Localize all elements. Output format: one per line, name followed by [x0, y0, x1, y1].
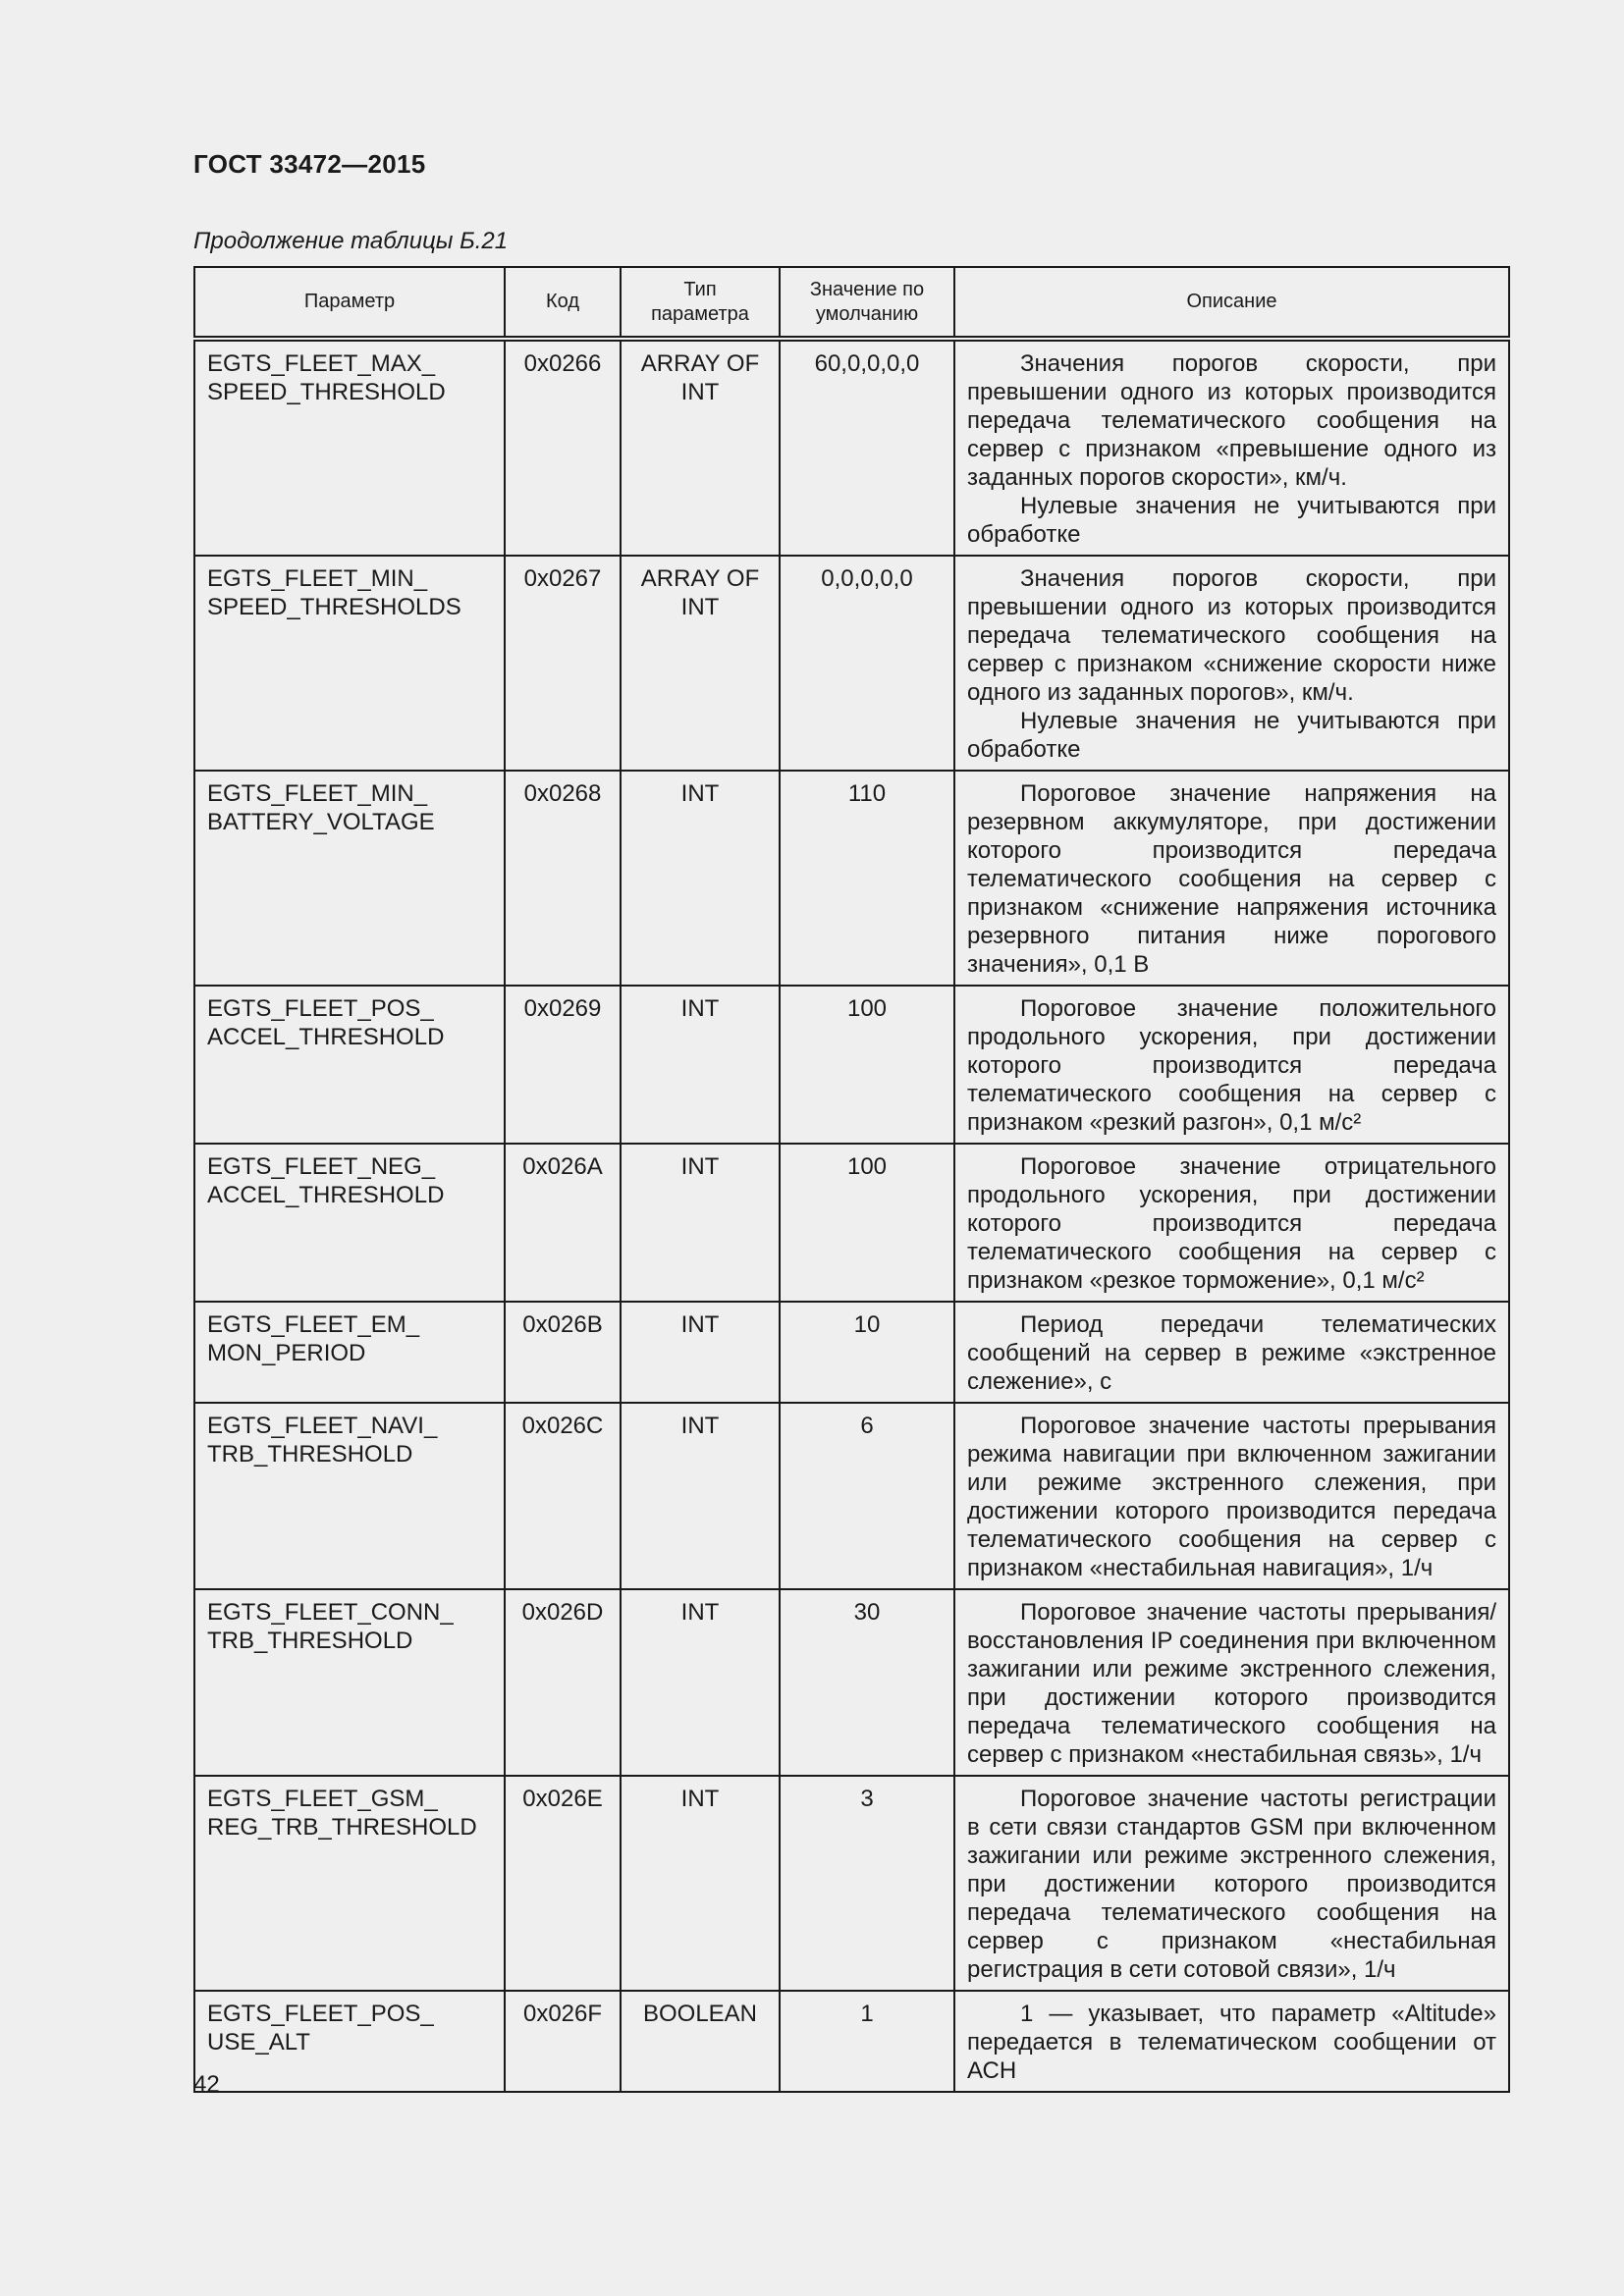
type-cell: ARRAY OF INT [621, 556, 780, 771]
table-row [194, 1144, 1509, 1302]
description-paragraph: Пороговое значение частоты прерывания/ восстановления IP соединения при включенном зажигании или режиме экстренного слежения, при достижении которого производится передача телематического сообщения на сервер с признаком «нестабильная связь», 1/ч [967, 1599, 1496, 1768]
header-code: Код [505, 267, 621, 339]
code-cell: 0x0269 [505, 986, 621, 1144]
default-cell: 0,0,0,0,0 [780, 556, 954, 771]
param-cell: EGTS_FLEET_CONN_ TRB_THRESHOLD [194, 1589, 505, 1776]
param-cell: EGTS_FLEET_NEG_ ACCEL_THRESHOLD [194, 1144, 505, 1302]
description-cell [954, 1302, 1509, 1403]
type-cell: INT [621, 986, 780, 1144]
param-cell: EGTS_FLEET_MAX_ SPEED_THRESHOLD [194, 339, 505, 556]
table-row [194, 1589, 1509, 1776]
param-cell: EGTS_FLEET_MIN_ SPEED_THRESHOLDS [194, 556, 505, 771]
code-cell: 0x026A [505, 1144, 621, 1302]
code-cell: 0x026F [505, 1991, 621, 2092]
table-row [194, 556, 1509, 771]
param-cell: EGTS_FLEET_GSM_ REG_TRB_THRESHOLD [194, 1776, 505, 1991]
type-cell: INT [621, 1589, 780, 1776]
code-cell: 0x0266 [505, 339, 621, 556]
type-cell: INT [621, 1144, 780, 1302]
description-paragraph: Пороговое значение частоты регистрации в сети связи стандартов GSM при включенном зажигании или режиме экстренного слежения, при достижении которого производится передача телематического сообщения на сервер с признаком «нестабильная регистрация в сети сотовой связи», 1/ч [967, 1786, 1496, 1983]
table-row [194, 771, 1509, 986]
description-cell [954, 339, 1509, 556]
default-cell: 10 [780, 1302, 954, 1403]
description-cell [954, 771, 1509, 986]
description-paragraph: Период передачи телематических сообщений на сервер в режиме «экстренное слежение», с [967, 1311, 1496, 1395]
default-cell: 6 [780, 1403, 954, 1589]
description-cell [954, 1403, 1509, 1589]
code-cell: 0x026E [505, 1776, 621, 1991]
table-header-row [194, 267, 1509, 339]
description-cell [954, 1144, 1509, 1302]
description-paragraph: Нулевые значения не учитываются при обработке [967, 708, 1496, 763]
page-number: 42 [193, 2071, 220, 2098]
param-cell: EGTS_FLEET_EM_ MON_PERIOD [194, 1302, 505, 1403]
table-row [194, 1403, 1509, 1589]
default-cell: 100 [780, 986, 954, 1144]
default-cell: 1 [780, 1991, 954, 2092]
code-cell: 0x0268 [505, 771, 621, 986]
type-cell: BOOLEAN [621, 1991, 780, 2092]
default-cell: 110 [780, 771, 954, 986]
description-paragraph: Пороговое значение отрицательного продольного ускорения, при достижении которого производится передача телематического сообщения на сервер с признаком «резкое торможение», 0,1 м/с² [967, 1153, 1496, 1294]
table-row [194, 1991, 1509, 2092]
description-paragraph: Пороговое значение положительного продольного ускорения, при достижении которого производится передача телематического сообщения на сервер с признаком «резкий разгон», 0,1 м/с² [967, 995, 1496, 1136]
code-cell: 0x026D [505, 1589, 621, 1776]
table-caption: Продолжение таблицы Б.21 [193, 228, 509, 254]
code-cell: 0x026B [505, 1302, 621, 1403]
header-default: Значение по умолчанию [780, 267, 954, 339]
code-cell: 0x026C [505, 1403, 621, 1589]
table-row [194, 1776, 1509, 1991]
default-cell: 3 [780, 1776, 954, 1991]
type-cell: ARRAY OF INT [621, 339, 780, 556]
type-cell: INT [621, 1302, 780, 1403]
table-row [194, 339, 1509, 556]
type-cell: INT [621, 1776, 780, 1991]
description-paragraph: Нулевые значения не учитываются при обработке [967, 493, 1496, 548]
description-paragraph: Пороговое значение напряжения на резервном аккумуляторе, при достижении которого производится передача телематического сообщения на сервер с признаком «снижение напряжения источника резервного питания ниже порогового значения», 0,1 В [967, 780, 1496, 978]
table-row [194, 1302, 1509, 1403]
description-paragraph: Пороговое значение частоты прерывания режима навигации при включенном зажигании или режиме экстренного слежения, при достижении которого производится передача телематического сообщения на сервер с признаком «нестабильная навигация», 1/ч [967, 1413, 1496, 1581]
description-paragraph: Значения порогов скорости, при превышении одного из которых производится передача телематического сообщения на сервер с признаком «превышение одного из заданных порогов скорости», км/ч. [967, 350, 1496, 491]
description-cell [954, 1589, 1509, 1776]
header-parameter: Параметр [194, 267, 505, 339]
description-cell [954, 1776, 1509, 1991]
description-cell [954, 556, 1509, 771]
table-body [194, 339, 1509, 2092]
header-description: Описание [954, 267, 1509, 339]
type-cell: INT [621, 771, 780, 986]
default-cell: 100 [780, 1144, 954, 1302]
standard-title: ГОСТ 33472—2015 [193, 149, 426, 179]
param-cell: EGTS_FLEET_MIN_ BATTERY_VOLTAGE [194, 771, 505, 986]
header-type: Тип параметра [621, 267, 780, 339]
description-paragraph: Значения порогов скорости, при превышении одного из которых производится передача телематического сообщения на сервер с признаком «снижение скорости ниже одного из заданных порогов», км/ч. [967, 565, 1496, 706]
param-cell: EGTS_FLEET_NAVI_ TRB_THRESHOLD [194, 1403, 505, 1589]
description-paragraph: 1 — указывает, что параметр «Altitude» передается в телематическом сообщении от АСН [967, 2001, 1496, 2084]
code-cell: 0x0267 [505, 556, 621, 771]
param-cell: EGTS_FLEET_POS_ USE_ALT [194, 1991, 505, 2092]
description-cell [954, 986, 1509, 1144]
default-cell: 30 [780, 1589, 954, 1776]
description-cell [954, 1991, 1509, 2092]
default-cell: 60,0,0,0,0 [780, 339, 954, 556]
parameters-table [193, 266, 1510, 2093]
param-cell: EGTS_FLEET_POS_ ACCEL_THRESHOLD [194, 986, 505, 1144]
type-cell: INT [621, 1403, 780, 1589]
table-row [194, 986, 1509, 1144]
